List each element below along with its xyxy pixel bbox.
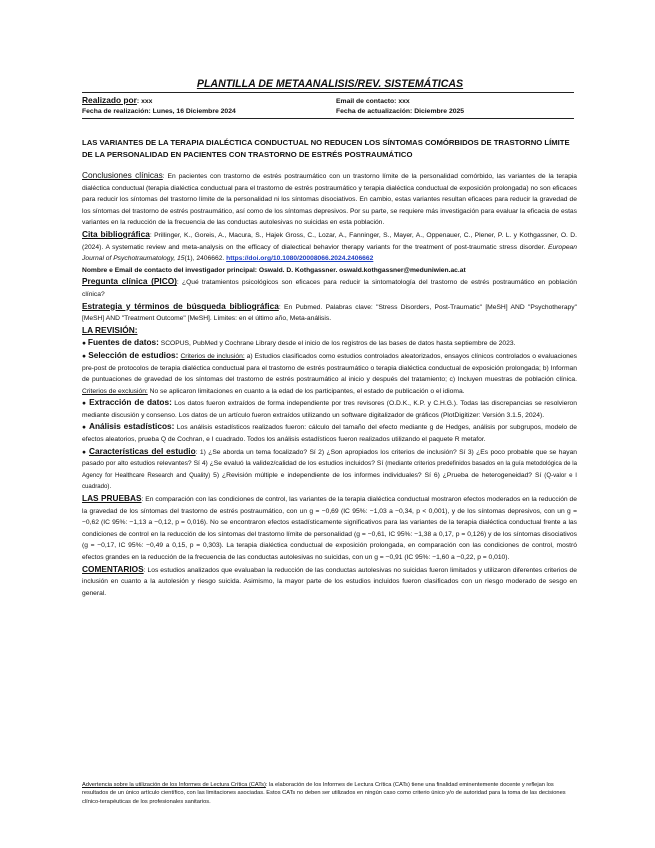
evidence-text: : En comparación con las condiciones de control, las variantes de la terapia dialéctica conductual mostraron efectos moderados en la reducción de la gravedad de los síntomas del trastorno de estrés postraumático, con un g = −0,69 (IC 95%: −1,03 a −0,34, p < 0,001), y de los síntomas depresivos, con un g = −0,62 (IC 95%: −1,13 a −0,12, p = 0,016). No se encontraron efectos estadísticamente significativos para las variantes de la terapia dialéctica conductual frente a las condiciones de control en la reducción de los síntomas del trastorno límite de personalidad (g = −0,61, IC 95%: −1,38 a 0,17, p = 0,126) y de los síntomas disociativos (g = −0,17, IC 95%: −0,49 a 0,15, p = 0,303). La terapia dialéctica conductual de exposición prolongada, en comparación con las condiciones de control, mostró efectos grandes en la reducción de la frecuencia de las conductas autolesivas no suicidas, con un g = −0,91 (IC 95%: −1,60 a −0,22, p = 0,010). bbox=[82, 496, 577, 561]
made-by-value: : xxx bbox=[136, 98, 153, 105]
extraction-text: Los datos fueron extraídos de forma independiente por tres revisores (O.D.K., K.P. y C.H.G.). Todas las discrepancias se resolvieron mediante discusión y consenso. Los datos de un artículo fueron extraídos utilizando un software digitalizador de gráficos (PlotDigitizer: Versión 3.1.5, 2024). bbox=[82, 400, 577, 419]
document-body bbox=[82, 170, 577, 599]
comments-text: : Los estudios analizados que evaluaban la reducción de las conductas autolesivas no suicidas fueron limitados y utilizaron diferentes criterios de inclusión en cuanto a la autolesión y riesgo suicida. Asimismo, la mayor parte de los estudios incluidos fueron clasificados con un riesgo moderado de sesgo en general. bbox=[82, 566, 577, 597]
contact-line: Nombre e Email de contacto del investigador principal: Oswald. D. Kothgassner. oswald.kothgassner@meduniwien.ac.at bbox=[82, 266, 466, 274]
strategy-text: : En Pubmed. Palabras clave: "Stress Disorders, Post-Traumatic" [MeSH] AND "Psychotherapy" [MeSH] AND "Treatment Outcome" [MeSH]. Límites: en el último año, Meta-análisis. bbox=[82, 303, 577, 323]
update-date bbox=[336, 107, 464, 117]
citation-paragraph bbox=[82, 229, 577, 265]
citation-issue: (1), 2406662. bbox=[184, 255, 227, 263]
citation-doi-link[interactable]: https://doi.org/10.1080/20008066.2024.2406662 bbox=[226, 255, 374, 263]
quality-text-2: 5) ¿Revisión múltiple e independiente de los informes individuales? Sí 6) ¿Prueba de heterogeneidad? Sí bbox=[210, 471, 545, 479]
quality-note: (mediante criterios predefinidos basados en la guía metodológica de la Agency for Healthcare Research and Quality) bbox=[82, 460, 577, 479]
strategy-label: Estrategia y términos de búsqueda bibliográfica bbox=[82, 300, 279, 311]
bullet-icon: ● bbox=[82, 448, 89, 456]
header-divider-top bbox=[82, 92, 574, 93]
footer-warning-label: Advertencia sobre la utilización de los Informes de Lectura Crítica (CATs) bbox=[82, 782, 266, 788]
review-heading bbox=[82, 325, 577, 338]
quality-paragraph bbox=[82, 446, 577, 493]
strategy-paragraph bbox=[82, 301, 577, 325]
quality-note-2: (Q-valor e I cuadrado). bbox=[82, 471, 577, 491]
inclusion-text: a) Estudios clasificados como estudios controlados aleatorizados, ensayos clínicos controlados o evaluaciones pre-post de protocolos de terapia dialéctica conductual para el trastorno de estrés postraumático o terapia dialéctica conductual de exposición prolongada; b) Informan de puntuaciones de gravedad de los síntomas del trastorno de estrés postraumático al inicio y después del tratamiento; c) Incluyen muestras de población clínica. bbox=[82, 352, 577, 384]
conclusions-label: Conclusiones clínicas bbox=[82, 170, 163, 180]
conclusions-paragraph bbox=[82, 170, 577, 229]
extraction-label: Extracción de datos: bbox=[89, 397, 172, 408]
footer-warning bbox=[82, 781, 577, 806]
citation-label: Cita bibliográfica bbox=[82, 228, 150, 239]
contact-email bbox=[336, 97, 410, 107]
comments-paragraph bbox=[82, 564, 577, 600]
article-title: LAS VARIANTES DE LA TERAPIA DIALÉCTICA CONDUCTUAL NO REDUCEN LOS SÍNTOMAS COMÓRBIDOS DE TRASTORNO LÍMITE DE LA PERSONALIDAD EN PACIENTES CON TRASTORNO DE ESTRÉS POSTRAUMÁTICO bbox=[82, 138, 570, 159]
question-label: Pregunta clínica (PICO) bbox=[82, 276, 177, 287]
header-divider-bottom bbox=[82, 118, 574, 119]
sources-text: SCOPUS, PubMed y Cochrane Library desde el inicio de los registros de las bases de datos hasta septiembre de 2023. bbox=[158, 340, 516, 348]
analysis-label: Análisis estadísticos: bbox=[89, 421, 175, 432]
analysis-text: Los análisis estadísticos realizados fueron: cálculo del tamaño del efecto mediante g de Hedges, análisis por subgrupos, modelo de efectos aleatorios, prueba Q de Cochran, e I cuadrado. Todos los análisis estadísticos fueron realizados utilizando el paquete R metafor. bbox=[82, 424, 577, 444]
sources-paragraph bbox=[82, 337, 577, 350]
question-text: : ¿Qué tratamientos psicológicos son eficaces para reducir la sintomatología del trastorno de estrés postraumático en población clínica? bbox=[82, 279, 577, 298]
exclusion-text: No se aplicaron limitaciones en cuanto a la edad de los participantes, el estado de publicación o el idioma. bbox=[147, 387, 465, 395]
evidence-label: LAS PRUEBAS bbox=[82, 493, 142, 504]
bullet-icon: ● bbox=[82, 340, 88, 348]
contact-value: xxx bbox=[396, 98, 410, 105]
selection-label: Selección de estudios: bbox=[88, 349, 179, 360]
analysis-paragraph bbox=[82, 421, 577, 445]
exclusion-label: Criterios de exclusión: bbox=[82, 387, 148, 395]
update-value: Diciembre 2025 bbox=[412, 108, 465, 115]
comments-label: COMENTARIOS bbox=[82, 563, 144, 574]
quality-text-1: : 1) ¿Se aborda un tema focalizado? Sí 2) ¿Son apropiados los criterios de inclusión? Sí 3) ¿Es poco probable que se hayan pasado por alto estudios relevantes? Sí 4) ¿Se evaluó la validez/calidad de los estudios incluidos? Sí bbox=[82, 448, 578, 468]
question-paragraph bbox=[82, 276, 577, 300]
review-label: LA REVISIÓN: bbox=[82, 324, 138, 335]
date-label: Fecha de realización: bbox=[82, 108, 151, 115]
date-value: Lunes, 16 Diciembre 2024 bbox=[150, 108, 236, 115]
page-title: PLANTILLA DE METAANALISIS/REV. SISTEMÁTICAS bbox=[196, 78, 464, 90]
bullet-icon: ● bbox=[82, 352, 89, 360]
inclusion-label: Criterios de inclusión: bbox=[180, 352, 245, 360]
bullet-icon: ● bbox=[82, 400, 90, 408]
quality-label: Características del estudio bbox=[88, 445, 196, 456]
sources-label: Fuentes de datos: bbox=[87, 337, 159, 348]
evidence-paragraph bbox=[82, 493, 577, 564]
extraction-paragraph bbox=[82, 397, 577, 421]
citation-text: : Prillinger, K., Goreis, A., Macura, S., Hajek Gross, C., Lozar, A., Fanninger, S., Mayer, A., Oppenauer, C., Plener, P. L. y Kothgassner, O. D. (2024). A systematic review and meta-analysis on the efficacy of dialectical behavior therapy variants for the treatment of post-traumatic stress disorder. bbox=[82, 231, 577, 251]
selection-paragraph bbox=[82, 350, 577, 397]
conclusions-text: : En pacientes con trastorno de estrés postraumático con un trastorno límite de la personalidad comórbido, las variantes de la terapia dialéctica conductual (terapia dialéctica conductual para el trastorno de estrés postraumático y terapia dialéctica conductual de exposición prolongada) no son eficaces para reducir los síntomas del trastorno límite de la personalidad ni los síntomas disociativos. En cambio, estas variantes resultan eficaces para reducir la gravedad de los síntomas del trastorno de estrés postraumático, así como de los síntomas depresivos. Por su parte, se requiere más investigación para evaluar la eficacia de estas variantes en la reducción de la frecuencia de las conductas autolesivas no suicidas en esta población. bbox=[82, 173, 577, 227]
footer-warning-text: : la elaboración de los Informes de Lectura Crítica (CATs) tiene una finalidad eminentemente docente y reflejan los resultados de un único artículo científico, con las limitaciones asociadas. Estos CATs no deben ser utilizados en ningún caso como criterio único y/o de autoridad para la toma de las decisiones clínico-terapéuticas de los profesionales sanitarios. bbox=[82, 782, 566, 805]
citation-journal: European Journal of Psychotraumatology, 15 bbox=[82, 243, 577, 263]
update-label: Fecha de actualización: bbox=[336, 108, 413, 115]
bullet-icon: ● bbox=[82, 424, 89, 432]
creation-date bbox=[82, 107, 236, 117]
contact-label: Email de contacto: bbox=[336, 98, 397, 105]
made-by-label: Realizado por bbox=[82, 95, 137, 105]
made-by bbox=[82, 95, 152, 107]
